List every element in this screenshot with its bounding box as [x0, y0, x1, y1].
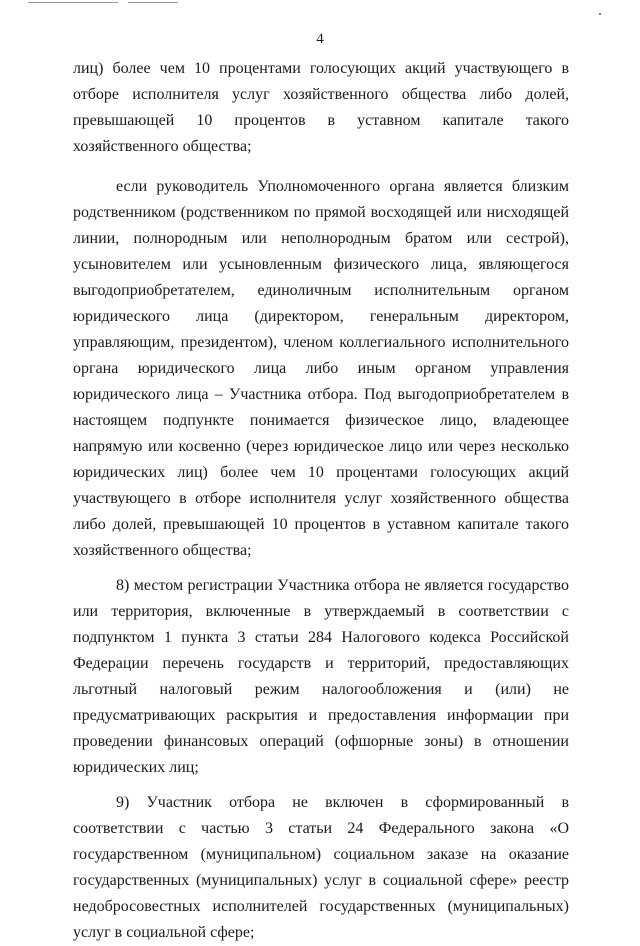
paragraph-item-8: 8) местом регистрации Участника отбора не является государство или территория, включенные в утверждаемый в соответствии с подпунктом 1 пункта 3 статьи 284 Налогового кодекса Российской Федерации перечень государств и территорий, предоставляющих льготный налоговый режим налогообложения и (или) не предусматривающих раскрытия и предоставления информации при проведении финансовых операций (офшорные зоны) в отношении юридических лиц; — [73, 577, 569, 776]
document-body — [73, 56, 569, 946]
scan-artifact-line — [128, 2, 178, 3]
paragraph-beneficiary-clause: если руководитель Уполномоченного органа является близким родственником (родственником по прямой восходящей или нисходящей линии, полнородным или неполнородным братом или сестрой), усыновителем или усыновленным физического лица, являющегося выгодоприобретателем, единоличным исполнительным органом юридического лица (директором, генеральным директором, управляющим, президентом), членом коллегиального исполнительного органа юридического лица либо иным органом управления юридического лица – Участника отбора. Под выгодоприобретателем в настоящем подпункте понимается физическое лицо, владеющее напрямую или косвенно (через юридическое лицо или через несколько юридических лиц) более чем 10 процентами голосующих акций участвующего в отборе исполнителя услуг хозяйственного общества либо долей, превышающей 10 процентов в уставном капитале такого хозяйственного общества; — [73, 178, 569, 559]
scan-artifact-line — [28, 2, 118, 3]
scan-artifact-dot — [599, 13, 601, 15]
page-number: 4 — [316, 31, 324, 47]
paragraph-item-9: 9) Участник отбора не включен в сформированный в соответствии с частью 3 статьи 24 Федерального закона «О государственном (муниципальном) социальном заказе на оказание государственных (муниципальных) услуг в социальной сфере» реестр недобросовестных исполнителей государственных (муниципальных) услуг в социальной сфере; — [73, 794, 569, 941]
paragraph-continuation: лиц) более чем 10 процентами голосующих акций участвующего в отборе исполнителя услуг хозяйственного общества либо долей, превышающей 10 процентов в уставном капитале такого хозяйственного общества; — [73, 60, 569, 155]
